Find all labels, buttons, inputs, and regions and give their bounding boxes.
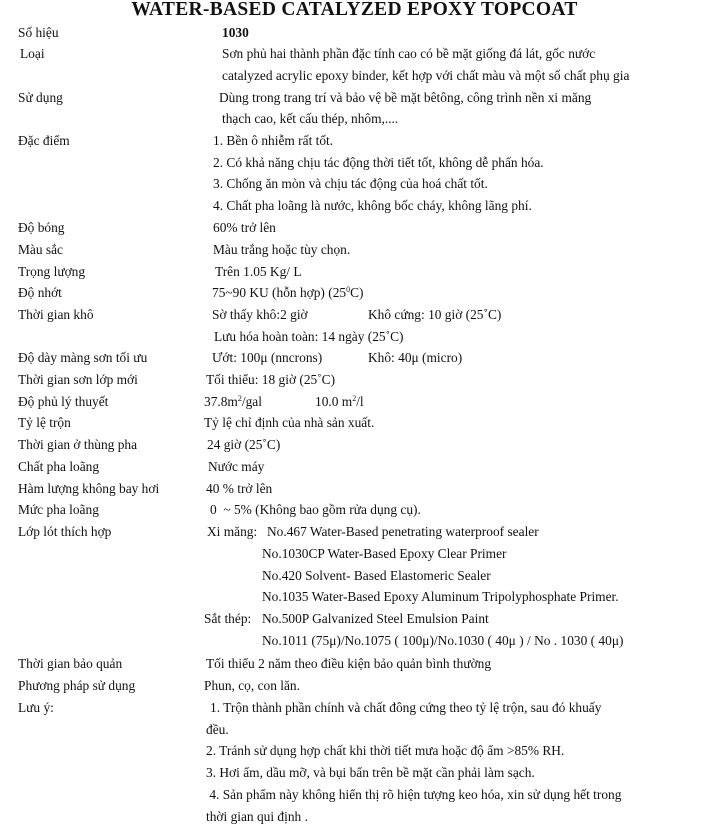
row-dac-diem-3	[0, 173, 709, 195]
row-thoi-gian-kho	[0, 304, 709, 326]
value-do-nhot	[212, 282, 363, 304]
value-lop-lot-sat-thep: No.500P Galvanized Steel Emulsion Paint	[262, 611, 489, 626]
row-lop-lot-sat-thep-2	[0, 630, 709, 652]
row-ty-le-tron	[0, 412, 709, 434]
label-xi-mang: Xi măng:	[207, 524, 258, 539]
value-lop-lot-xi-mang: No.1030CP Water-Based Epoxy Clear Primer	[262, 546, 507, 561]
value-thoi-gian-thung-pha: 24 giờ (25˚C)	[207, 437, 281, 452]
label-do-nhot: Độ nhớt	[18, 285, 62, 300]
row-phuong-phap	[0, 675, 709, 697]
label-phuong-phap: Phương pháp sử dụng	[18, 678, 136, 693]
value-lop-lot-xi-mang: No.467 Water-Based penetrating waterproof sealer	[267, 524, 539, 539]
value-su-dung-line: thạch cao, kết cấu thép, nhôm,....	[222, 111, 399, 126]
label-loai: Loại	[20, 46, 45, 61]
row-luu-y-5	[0, 784, 709, 806]
value-do-phu-gal-sup: 2	[237, 394, 242, 403]
value-do-phu-gal-unit: /gal	[241, 394, 262, 409]
label-su-dung: Sử dụng	[18, 90, 63, 105]
row-thoi-gian-thung-pha	[0, 434, 709, 456]
label-ty-le-tron: Tỷ lệ trộn	[18, 415, 71, 430]
row-dac-diem-2	[0, 152, 709, 174]
row-thoi-gian-son-lop-moi	[0, 369, 709, 391]
value-dac-diem-line: 1. Bền ô nhiễm rất tốt.	[213, 133, 334, 148]
value-do-nhot-unit: C)	[350, 285, 364, 300]
value-ty-le-tron: Tỷ lệ chỉ định của nhà sản xuất.	[204, 415, 375, 430]
value-do-phu-l-sup: 2	[352, 394, 357, 403]
row-su-dung	[0, 87, 709, 109]
row-loai-cont	[0, 65, 709, 87]
label-do-bong: Độ bóng	[18, 220, 65, 235]
value-luu-hoa: Lưu hóa hoàn toàn: 14 ngày (25˚C)	[214, 329, 404, 344]
value-thoi-gian-son-lop-moi: Tối thiểu: 18 giờ (25˚C)	[206, 372, 336, 387]
value-luu-y-line: 4. Sản phẩm này không hiển thị rõ hiện tượng keo hóa, xin sử dụng hết trong	[206, 787, 622, 802]
value-do-day-uot: Ướt: 100μ (nncrons)	[212, 350, 323, 365]
document-title: WATER-BASED CATALYZED EPOXY TOPCOAT	[131, 0, 578, 20]
row-loai	[0, 43, 709, 65]
value-kho-cung: Khô cứng: 10 giờ (25˚C)	[368, 307, 502, 322]
row-lop-lot-2	[0, 543, 709, 565]
value-chat-pha-loang: Nước máy	[208, 459, 265, 474]
row-ham-luong	[0, 478, 709, 500]
row-su-dung-cont	[0, 108, 709, 130]
label-thoi-gian-bao-quan: Thời gian bảo quản	[18, 656, 123, 671]
value-luu-y-line: 3. Hơi ẩm, dầu mỡ, và bụi bẩn trên bề mặt cần phải làm sạch.	[206, 765, 535, 780]
label-thoi-gian-son-lop-moi: Thời gian sơn lớp mới	[18, 372, 138, 387]
value-lop-lot-sat-thep: No.1011 (75μ)/No.1075 ( 100μ)/No.1030 ( 40μ ) / No . 1030 ( 40μ)	[262, 633, 624, 648]
value-do-bong: 60% trở lên	[213, 220, 276, 235]
value-dac-diem-line: 3. Chống ăn mòn và chịu tác động của hoá chất tốt.	[213, 176, 488, 191]
value-thoi-gian-bao-quan: Tối thiểu 2 năm theo điều kiện bảo quản bình thường	[206, 656, 492, 671]
label-muc-pha-loang: Mức pha loãng	[18, 502, 99, 517]
row-lop-lot-sat-thep	[0, 608, 709, 630]
value-so-hieu: 1030	[222, 25, 249, 40]
row-luu-y	[0, 697, 709, 719]
row-trong-luong	[0, 261, 709, 283]
row-dac-diem-4	[0, 195, 709, 217]
label-ham-luong: Hàm lượng không bay hơi	[18, 481, 160, 496]
value-ham-luong: 40 % trở lên	[206, 481, 273, 496]
value-phuong-phap: Phun, cọ, con lăn.	[204, 678, 300, 693]
label-chat-pha-loang: Chất pha loãng	[18, 459, 100, 474]
label-sat-thep: Sắt thép:	[204, 611, 252, 626]
row-do-nhot	[0, 282, 709, 304]
row-so-hieu	[0, 22, 709, 44]
row-thoi-gian-kho-2	[0, 326, 709, 348]
value-so-thay-kho: Sờ thấy khô:2 giờ	[212, 307, 308, 322]
value-dac-diem-line: 2. Có khả năng chịu tác động thời tiết tốt, không dễ phấn hóa.	[213, 155, 544, 170]
label-thoi-gian-thung-pha: Thời gian ở thùng pha	[18, 437, 138, 452]
value-do-nhot-main: 75~90 KU (hỗn hợp) (25	[212, 285, 347, 300]
row-luu-y-2	[0, 719, 709, 741]
value-trong-luong: Trên 1.05 Kg/ L	[215, 264, 302, 279]
value-lop-lot-xi-mang: No.420 Solvent- Based Elastomeric Sealer	[262, 568, 491, 583]
label-so-hieu: Số hiệu	[18, 25, 59, 40]
value-do-phu-l-num: 10.0 m	[315, 394, 353, 409]
row-lop-lot-3	[0, 565, 709, 587]
value-luu-y-line: 2. Tránh sử dụng hợp chất khi thời tiết mưa hoặc độ ẩm >85% RH.	[206, 743, 565, 758]
row-mau-sac	[0, 239, 709, 261]
value-muc-pha-loang: 0 ~ 5% (Không bao gồm rửa dụng cụ).	[210, 502, 421, 517]
row-lop-lot-4	[0, 586, 709, 608]
row-luu-y-3	[0, 740, 709, 762]
label-do-day: Độ dày màng sơn tối ưu	[18, 350, 148, 365]
value-loai-line: catalyzed acrylic epoxy binder, kết hợp với chất màu và một số chất phụ gia	[222, 68, 630, 83]
value-luu-y-line: 1. Trộn thành phần chính và chất đông cứng theo tỷ lệ trộn, sau đó khuấy	[210, 700, 602, 715]
row-do-bong	[0, 217, 709, 239]
value-do-day-kho: Khô: 40μ (micro)	[368, 350, 463, 365]
value-do-phu-l-unit: /l	[356, 394, 364, 409]
label-lop-lot: Lớp lót thích hợp	[18, 524, 112, 539]
value-do-phu-l	[315, 391, 364, 413]
value-dac-diem-line: 4. Chất pha loãng là nước, không bốc cháy, không lãng phí.	[213, 198, 532, 213]
label-do-phu: Độ phủ lý thuyết	[18, 394, 109, 409]
label-thoi-gian-kho: Thời gian khô	[18, 307, 94, 322]
label-trong-luong: Trọng lượng	[18, 264, 86, 279]
value-lop-lot-xi-mang: No.1035 Water-Based Epoxy Aluminum Tripolyphosphate Primer.	[262, 589, 619, 604]
row-luu-y-6	[0, 806, 709, 828]
row-muc-pha-loang	[0, 499, 709, 521]
value-do-phu-gal	[204, 391, 262, 413]
value-mau-sac: Màu trắng hoặc tùy chọn.	[213, 242, 351, 257]
value-do-phu-gal-num: 37.8m	[204, 394, 238, 409]
value-luu-y-line: đều.	[206, 722, 229, 737]
label-luu-y: Lưu ý:	[18, 700, 54, 715]
value-su-dung-line: Dùng trong trang trí và bảo vệ bề mặt bêtông, công trình nền xi măng	[219, 90, 592, 105]
row-lop-lot	[0, 521, 709, 543]
value-loai-line: Sơn phủ hai thành phần đặc tính cao có bề mặt giống đá lát, gốc nước	[222, 46, 596, 61]
row-luu-y-4	[0, 762, 709, 784]
row-thoi-gian-bao-quan	[0, 653, 709, 675]
row-do-day	[0, 347, 709, 369]
value-luu-y-line: thời gian qui định .	[206, 809, 308, 824]
value-do-nhot-sup: 0	[346, 285, 351, 294]
row-do-phu	[0, 391, 709, 413]
row-chat-pha-loang	[0, 456, 709, 478]
row-dac-diem	[0, 130, 709, 152]
label-mau-sac: Màu sắc	[18, 242, 63, 257]
label-dac-diem: Đặc điểm	[18, 133, 70, 148]
